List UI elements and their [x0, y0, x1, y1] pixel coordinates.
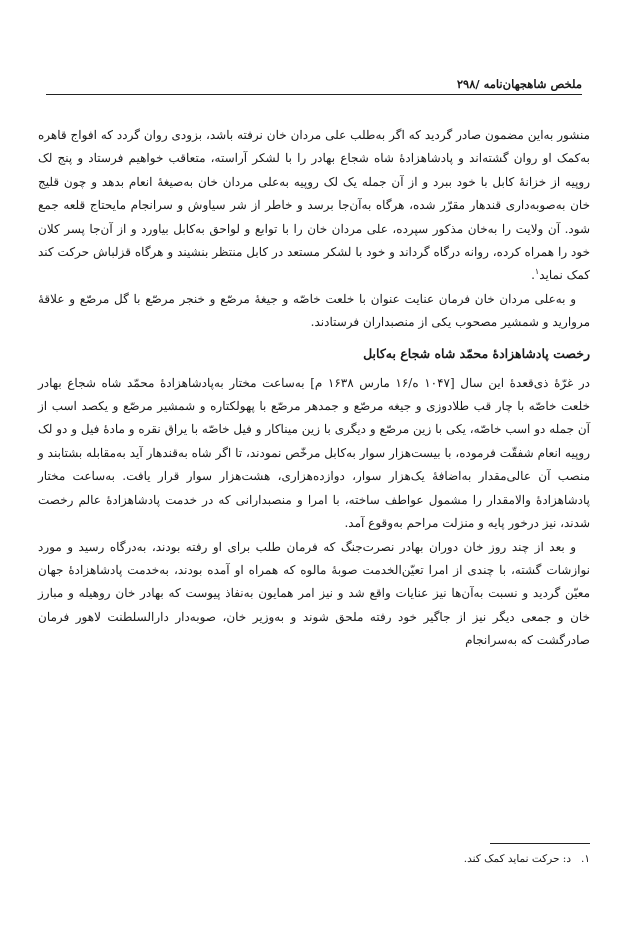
footnote-marker: ۱ — [534, 267, 540, 277]
page-header — [46, 74, 582, 95]
paragraph-text: منشور به‌این مضمون صادر گردید که اگر به‌طلب علی مردان خان نرفته باشد، بزودی روان گردد که افواج قاهره به‌کمک او روان گشته‌اند و پادشاهزادهٔ شاه شجاع بهادر را با لشکر آراسته، متعاقب خواهیم فرستاد و پنج لک روپیه از خزانهٔ کابل با خود ببرد و از آن جمله یک لک روپیه به‌علی مردان خان به‌صیغهٔ انعام بدهد و چون قلیج خان به‌صوبه‌داری قندهار مقرّر شده، هرگاه به‌آن‌جا برسد و خاطر از شر سیاوش و سرانجام مایحتاج قلعه جمع شود. آن ولایت را به‌خان مذکور سپرده، علی مردان خان را با توابع و لواحق به‌کابل بیاورد و از آن‌جا پسر کلان خود را همراه کرده، روانه درگاه گرداند و خود با لشکر مستعد در کابل منتظر بنشیند و هرگاه قزلباش حرکت کند کمک نماید — [38, 128, 590, 283]
page-body — [38, 124, 590, 653]
running-head: ملخص شاهجهان‌نامه /۲۹۸ — [456, 77, 582, 91]
footnote — [38, 851, 590, 867]
section-heading: رخصت پادشاهزادهٔ محمّد شاه شجاع به‌کابل — [363, 345, 590, 361]
footnote-divider — [490, 843, 590, 844]
paragraph: و بعد از چند روز خان دوران بهادر نصرت‌جنگ که فرمان طلب برای او رفته بودند، به‌درگاه رسید و مورد نوازشات گشته، با چندی از امرا تعیّن‌الخدمت صوبهٔ مالوه که همراه او آمده بودند، به‌خدمت پادشاهزادهٔ جهان معیّن گردید و نسبت به‌آن‌ها نیز عنایات واقع شد و نیز امر همایون به‌نفاذ پیوست که بهادر خان روهیله و مبارز خان و جمعی دیگر نیز از جاگیر خود رفته ملحق شوند و به‌وزیر خان، صوبه‌دار دارالسلطنت لاهور فرمان صادرگشت که به‌سرانجام — [38, 539, 590, 648]
paragraph: در غرّهٔ ذی‌قعدهٔ این سال [۱۰۴۷ ه/۱۶ مارس ۱۶۳۸ م] به‌ساعت مختار به‌پادشاهزادهٔ محمّد شاه شجاع بهادر خلعت خاصّه با چار قب طلادوزی و جیغه مرصّع و جمدهر مرصّع با پهولکتاره و شمشیر مرصّع و یکصد اسب از آن جمله دو اسب خاصّه، یکی با زین مرصّع و دیگری با زین میناکار و فیل خاصّه با یراق نقره و مادهٔ فیل و دو لک روپیه انعام شفقّت فرموده، با بیست‌هزار سوار به‌کابل مرخّص نمودند، تا اگر شاه به‌قندهار آید به‌مقابله بشتابند و منصب آن عالی‌مقدار به‌اضافهٔ یک‌هزار سوار، دوازده‌هزاری، هشت‌هزار سوار قرار یافت. به‌ساعت مختار پادشاهزادهٔ والامقدار را مشمول عواطف ساخته، با امرا و منصبدارانی که در خدمت پادشاهزادهٔ عالم رخصت شدند، نیز درخور پایه و منزلت مراحم به‌وقوع آمد. — [38, 375, 590, 531]
paragraph: و به‌علی مردان خان فرمان عنایت عنوان با خلعت خاصّه و جیغهٔ مرصّع و خنجر مرصّع با گل مرصّع و علاقهٔ مروارید و شمشیر مصحوب یکی از منصبداران فرستادند. — [38, 291, 590, 330]
footnote-text: د: حرکت نماید کمک کند. — [463, 853, 572, 865]
footnote-number: ۱. — [581, 853, 590, 865]
paragraph: منشور به‌این مضمون صادر گردید که اگر به‌طلب علی مردان خان نرفته باشد، بزودی روان گردد که افواج قاهره به‌کمک او روان گشته‌اند و پادشاهزادهٔ شاه شجاع بهادر را با لشکر آراسته، متعاقب خواهیم فرستاد و پنج لک روپیه از خزانهٔ کابل با خود ببرد و از آن جمله یک لک روپیه به‌علی مردان خان به‌صیغهٔ انعام بدهد و چون قلیج خان به‌صوبه‌داری قندهار مقرّر شده، هرگاه به‌آن‌جا برسد و خاطر از شر سیاوش و سرانجام مایحتاج قلعه جمع شود. آن ولایت را به‌خان مذکور سپرده، علی مردان خان را با توابع و لواحق به‌کابل بیاورد و از آن‌جا پسر کلان خود را همراه کرده، روانه درگاه گرداند و خود با لشکر مستعد در کابل منتظر بنشیند و هرگاه قزلباش حرکت کند کمک نماید$^۱$. — [38, 128, 590, 283]
